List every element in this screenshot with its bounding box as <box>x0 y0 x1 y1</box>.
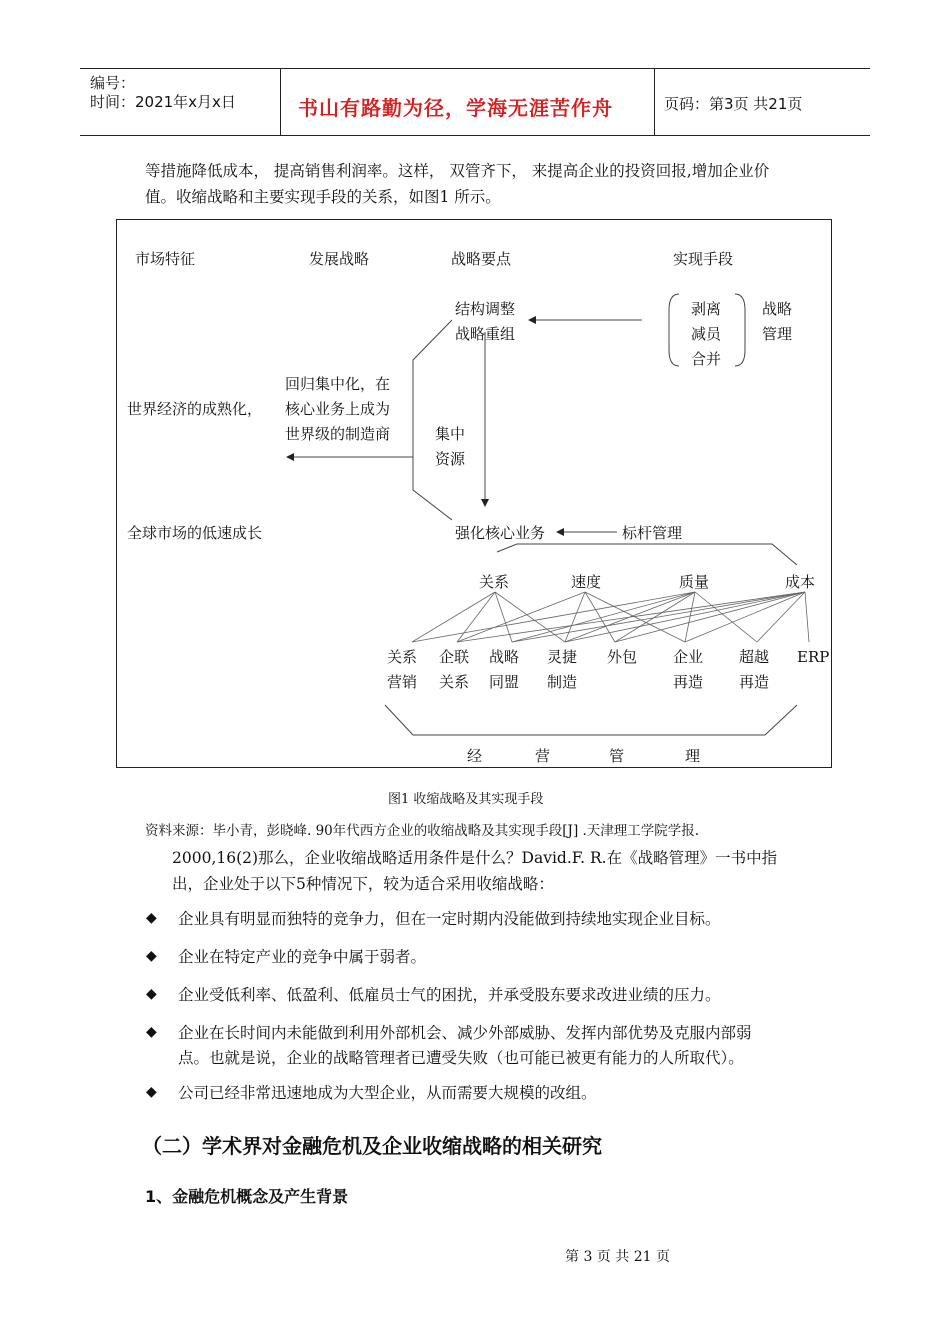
header-bottom-rule <box>80 135 870 136</box>
figure-caption: 图1 收缩战略及其实现手段 <box>388 792 544 807</box>
factor-relationship: 关系 <box>479 573 510 591</box>
means-left-bracket <box>669 294 679 366</box>
page-footer: 第 3 页 共 21 页 <box>565 1249 670 1265</box>
header-motto: 书山有路勤为径，学海无涯苦作舟 <box>298 96 613 120</box>
header-divider-left <box>280 68 281 136</box>
factor-speed: 速度 <box>571 573 602 591</box>
tool-7-line-1: 超越 <box>739 648 770 666</box>
source-line-2: 2000,16(2)那么，企业收缩战略适用条件是什么？David.F. R.在《战略管理》一书中指 <box>172 849 778 867</box>
col-header-development: 发展战略 <box>309 250 370 268</box>
dev-strategy-line-3: 世界级的制造商 <box>285 425 391 443</box>
tool-4-line-1: 灵捷 <box>547 648 578 666</box>
tool-6-line-2: 再造 <box>673 673 704 691</box>
header-divider-right <box>654 68 655 136</box>
keypoint-line-2: 战略重组 <box>455 325 516 343</box>
subsection-heading: 1、金融危机概念及产生背景 <box>145 1187 349 1206</box>
tool-8-line-1: ERP <box>797 648 830 666</box>
bullet-1-text: 企业具有明显而独特的竞争力，但在一定时期内没能做到持续地实现企业目标。 <box>178 910 721 928</box>
bottom-char-3: 管 <box>609 747 625 765</box>
tool-1-line-2: 营销 <box>387 673 418 691</box>
bottom-char-4: 理 <box>685 747 701 765</box>
tool-3-line-2: 同盟 <box>489 673 520 691</box>
bullet-diamond-icon: ◆ <box>146 948 157 964</box>
doc-number-label: 编号： <box>90 74 136 92</box>
tool-7-line-2: 再造 <box>739 673 770 691</box>
intro-line-2: 值。收缩战略和主要实现手段的关系，如图1 所示。 <box>145 188 501 206</box>
section-heading: （二）学术界对金融危机及企业收缩战略的相关研究 <box>142 1134 602 1158</box>
tool-5-line-1: 外包 <box>607 648 638 666</box>
tools-bottom-brace <box>385 705 797 735</box>
bullet-diamond-icon: ◆ <box>146 986 157 1002</box>
header-top-rule <box>80 68 870 69</box>
intro-line-1: 等措施降低成本， 提高销售利润率。这样， 双管齐下， 来提高企业的投资回报,增加企业价 <box>145 162 770 180</box>
market-feature-2: 全球市场的低速成长 <box>127 524 263 542</box>
market-feature-1: 世界经济的成熟化， <box>127 400 263 418</box>
strategy-diagram <box>116 219 832 768</box>
bullet-5-text: 公司已经非常迅速地成为大型企业，从而需要大规模的改组。 <box>178 1084 597 1102</box>
means-item-2: 减员 <box>691 325 722 343</box>
source-line-3: 出，企业处于以下5种情况下，较为适合采用收缩战略： <box>172 875 554 893</box>
factors-top-brace <box>497 544 797 565</box>
bullet-3-text: 企业受低利率、低盈利、低雇员士气的困扰，并承受股东要求改进业绩的压力。 <box>178 986 721 1004</box>
factor-quality: 质量 <box>679 573 710 591</box>
bullet-diamond-icon: ◆ <box>146 910 157 926</box>
means-item-1: 剥离 <box>691 300 722 318</box>
means-item-3: 合并 <box>691 350 722 368</box>
tool-1-line-1: 关系 <box>387 648 418 666</box>
means-right-bracket <box>735 294 745 366</box>
factor-cost: 成本 <box>785 573 816 591</box>
bullet-4-text-line-2: 点。也就是说，企业的战略管理者已遭受失败（也可能已被更有能力的人所取代）。 <box>178 1049 744 1067</box>
concentrate-line-2: 资源 <box>435 450 466 468</box>
bullet-4-text-line-1: 企业在长时间内未能做到利用外部机会、减少外部威胁、发挥内部优势及克服内部弱 <box>178 1024 752 1042</box>
bottom-char-2: 营 <box>535 747 551 765</box>
keypoint-line-1: 结构调整 <box>455 300 516 318</box>
tool-2-line-2: 关系 <box>439 673 470 691</box>
bullet-diamond-icon: ◆ <box>146 1084 157 1100</box>
bullet-diamond-icon: ◆ <box>146 1024 157 1040</box>
bottom-char-1: 经 <box>467 747 483 765</box>
bullet-2-text: 企业在特定产业的竞争中属于弱者。 <box>178 948 427 966</box>
tool-4-line-2: 制造 <box>547 673 578 691</box>
strategy-mgmt-line-1: 战略 <box>762 300 793 318</box>
core-business: 强化核心业务 <box>455 524 546 542</box>
strategy-mgmt-line-2: 管理 <box>762 325 793 343</box>
dev-strategy-line-2: 核心业务上成为 <box>285 400 391 418</box>
factor-tool-connections <box>412 592 809 642</box>
col-header-means: 实现手段 <box>673 250 734 268</box>
tool-3-line-1: 战略 <box>489 648 520 666</box>
col-header-keypoints: 战略要点 <box>451 250 512 268</box>
source-line-1: 资料来源：毕小青，彭晓峰. 90年代西方企业的收缩战略及其实现手段[J] .天津理工学院学报. <box>145 823 700 839</box>
tool-2-line-1: 企联 <box>439 648 470 666</box>
col-header-market: 市场特征 <box>135 250 196 268</box>
concentrate-line-1: 集中 <box>435 425 466 443</box>
tool-6-line-1: 企业 <box>673 648 704 666</box>
benchmark-mgmt: 标杆管理 <box>622 524 683 542</box>
doc-time-label: 时间：2021年x月x日 <box>90 93 236 111</box>
dev-strategy-line-1: 回归集中化，在 <box>285 375 391 393</box>
header-page-number: 页码：第3页 共21页 <box>664 95 803 113</box>
bracket-keypoints-core <box>413 320 452 520</box>
